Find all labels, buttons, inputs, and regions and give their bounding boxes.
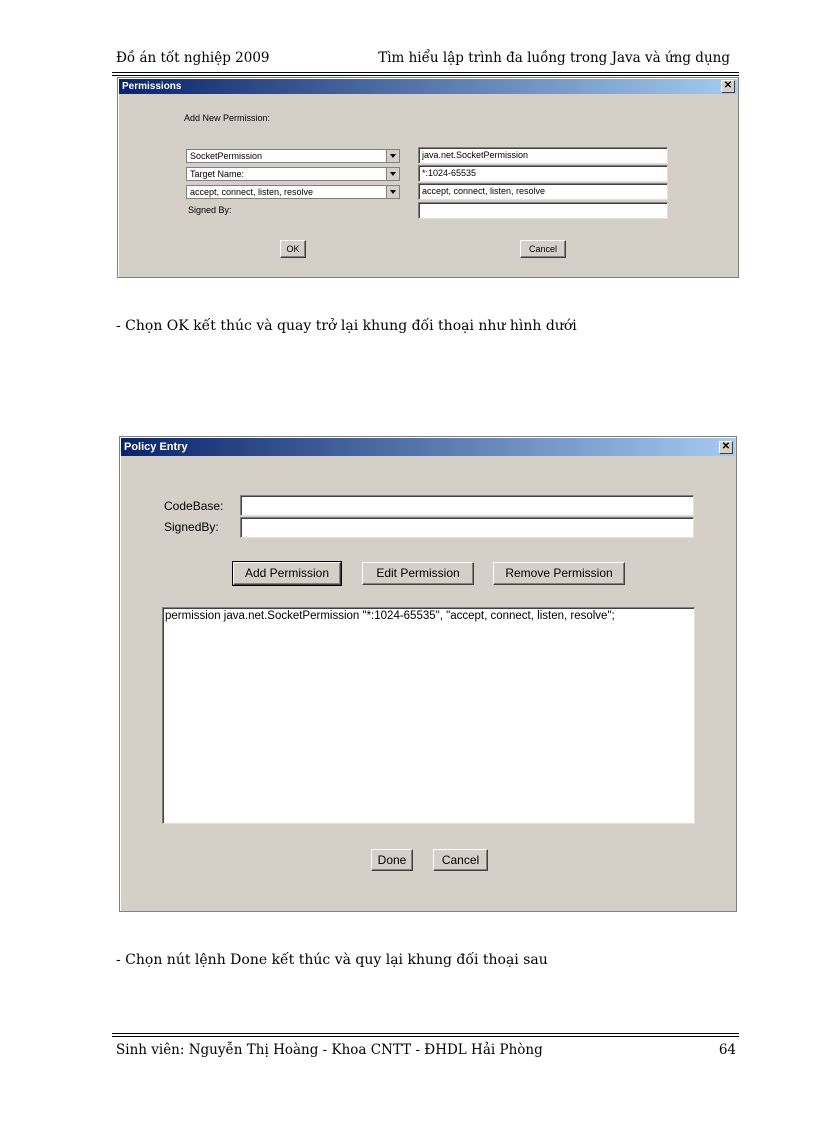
instruction-paragraph-1: - Chọn OK kết thúc và quay trở lại khung đối thoại như hình dưới <box>116 318 577 334</box>
chevron-down-icon[interactable] <box>386 168 399 180</box>
signedby-label: SignedBy: <box>164 520 219 534</box>
chevron-down-icon[interactable] <box>386 150 399 162</box>
remove-permission-button[interactable]: Remove Permission <box>493 562 625 585</box>
policy-entry-titlebar <box>121 438 735 456</box>
policy-entry-dialog <box>119 436 737 912</box>
header-rule <box>112 75 739 76</box>
signedby-input[interactable] <box>240 517 694 538</box>
target-name-select[interactable] <box>186 167 400 181</box>
footer-student: Sinh viên: Nguyễn Thị Hoàng - Khoa CNTT - ĐHDL Hải Phòng <box>116 1042 543 1058</box>
page-number: 64 <box>718 1042 736 1058</box>
permissions-titlebar <box>119 79 737 94</box>
permission-type-value: SocketPermission <box>190 151 263 161</box>
codebase-label: CodeBase: <box>164 499 224 513</box>
header-left: Đồ án tốt nghiệp 2009 <box>116 50 270 66</box>
ok-button[interactable]: OK <box>280 240 306 258</box>
chevron-down-icon[interactable] <box>386 186 399 198</box>
add-new-permission-heading: Add New Permission: <box>184 113 271 123</box>
target-name-value: Target Name: <box>190 169 245 179</box>
header-right: Tìm hiểu lập trình đa luồng trong Java và ứng dụng <box>378 50 730 66</box>
permission-class-field[interactable]: java.net.SocketPermission <box>418 147 668 164</box>
target-name-field[interactable]: *:1024-65535 <box>418 165 668 182</box>
footer-rule <box>112 1036 739 1037</box>
cancel-button[interactable]: Cancel <box>433 849 488 871</box>
cancel-button[interactable]: Cancel <box>520 240 566 258</box>
header-rule <box>112 72 739 73</box>
permissions-title: Permissions <box>122 81 182 92</box>
instruction-paragraph-2: - Chọn nút lệnh Done kết thúc và quy lại khung đối thoại sau <box>116 952 548 968</box>
policy-entry-title: Policy Entry <box>124 441 188 453</box>
signed-by-label: Signed By: <box>188 205 232 215</box>
actions-select[interactable] <box>186 185 400 199</box>
permissions-dialog <box>117 77 739 278</box>
add-permission-button[interactable]: Add Permission <box>233 562 341 585</box>
footer-rule <box>112 1033 739 1034</box>
page-header <box>116 50 734 68</box>
actions-select-value: accept, connect, listen, resolve <box>190 187 314 197</box>
permissions-list[interactable] <box>162 607 695 824</box>
close-icon[interactable]: ✕ <box>721 80 735 93</box>
close-icon[interactable]: ✕ <box>719 441 733 454</box>
actions-field[interactable]: accept, connect, listen, resolve <box>418 183 668 200</box>
list-item[interactable]: permission java.net.SocketPermission "*:1024-65535", "accept, connect, listen, resolve"; <box>165 610 615 622</box>
signed-by-field[interactable] <box>418 202 668 219</box>
codebase-input[interactable] <box>240 495 694 516</box>
edit-permission-button[interactable]: Edit Permission <box>362 562 474 585</box>
done-button[interactable]: Done <box>371 849 413 871</box>
permission-type-select[interactable] <box>186 149 400 163</box>
